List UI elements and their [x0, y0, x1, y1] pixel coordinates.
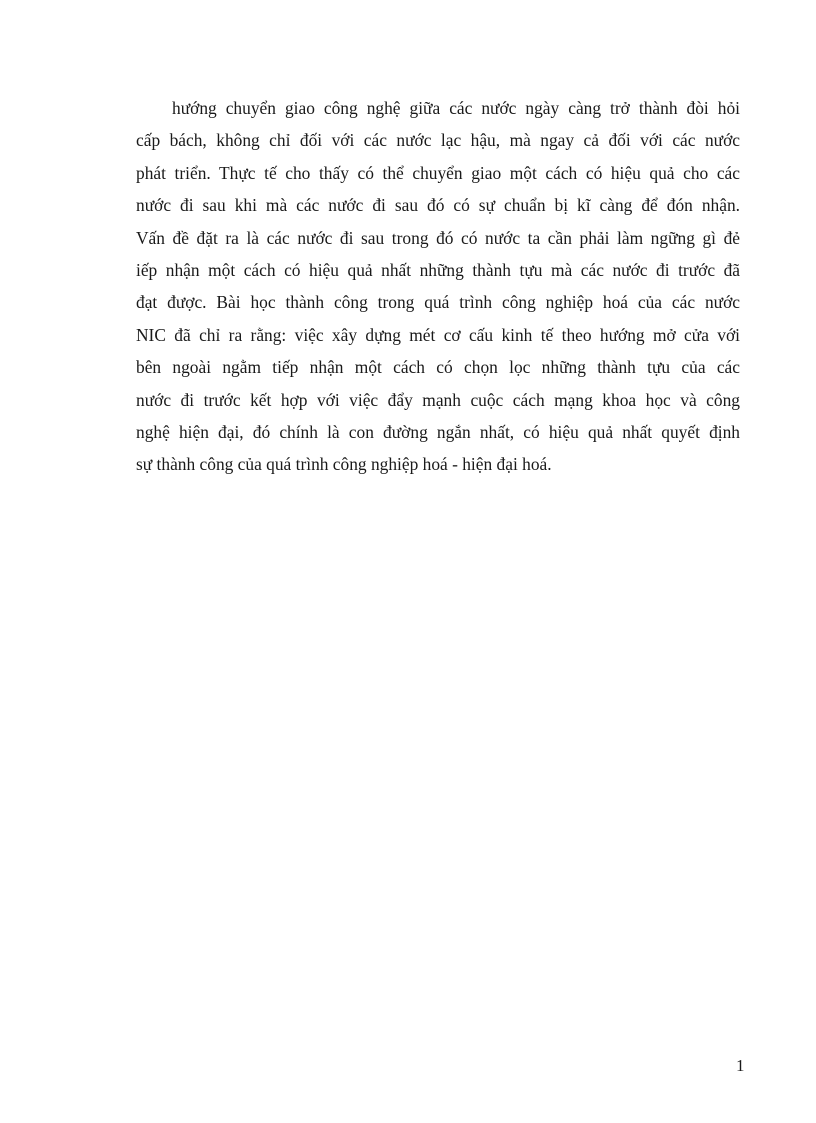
paragraph-line: nghệ hiện đại, đó chính là con đường ngắn nhất, có hiệu quả nhất quyết định: [136, 421, 740, 442]
paragraph-line: NIC đã chỉ ra rằng: việc xây dựng mét cơ cấu kinh tế theo hướng mở cửa với: [136, 324, 740, 345]
page-number: 1: [736, 1056, 745, 1075]
paragraph-line: Vấn đề đặt ra là các nước đi sau trong đó có nước ta cần phải làm ngững gì đẻ: [136, 227, 740, 248]
body-paragraph: [136, 92, 740, 481]
paragraph-line: hướng chuyển giao công nghệ giữa các nước ngày càng trở thành đòi hỏi: [172, 98, 740, 118]
paragraph-line: bên ngoài ngằm tiếp nhận một cách có chọn lọc những thành tựu của các: [136, 357, 740, 378]
paragraph-line: phát triển. Thực tế cho thấy có thể chuyển giao một cách có hiệu quả cho các: [136, 162, 740, 183]
paragraph-line: sự thành công của quá trình công nghiệp hoá - hiện đại hoá.: [136, 454, 552, 475]
paragraph-line: cấp bách, không chỉ đối với các nước lạc hậu, mà ngay cả đối với các nước: [136, 130, 740, 151]
paragraph-line: nước đi trước kết hợp với việc đẩy mạnh cuộc cách mạng khoa học và công: [136, 389, 740, 410]
paragraph-line: iếp nhận một cách có hiệu quả nhất những thành tựu mà các nước đi trước đã: [136, 259, 740, 280]
paragraph-line: nước đi sau khi mà các nước đi sau đó có sự chuẩn bị kĩ càng để đón nhận.: [136, 195, 740, 216]
paragraph-line: đạt được. Bài học thành công trong quá trình công nghiệp hoá của các nước: [136, 292, 740, 313]
